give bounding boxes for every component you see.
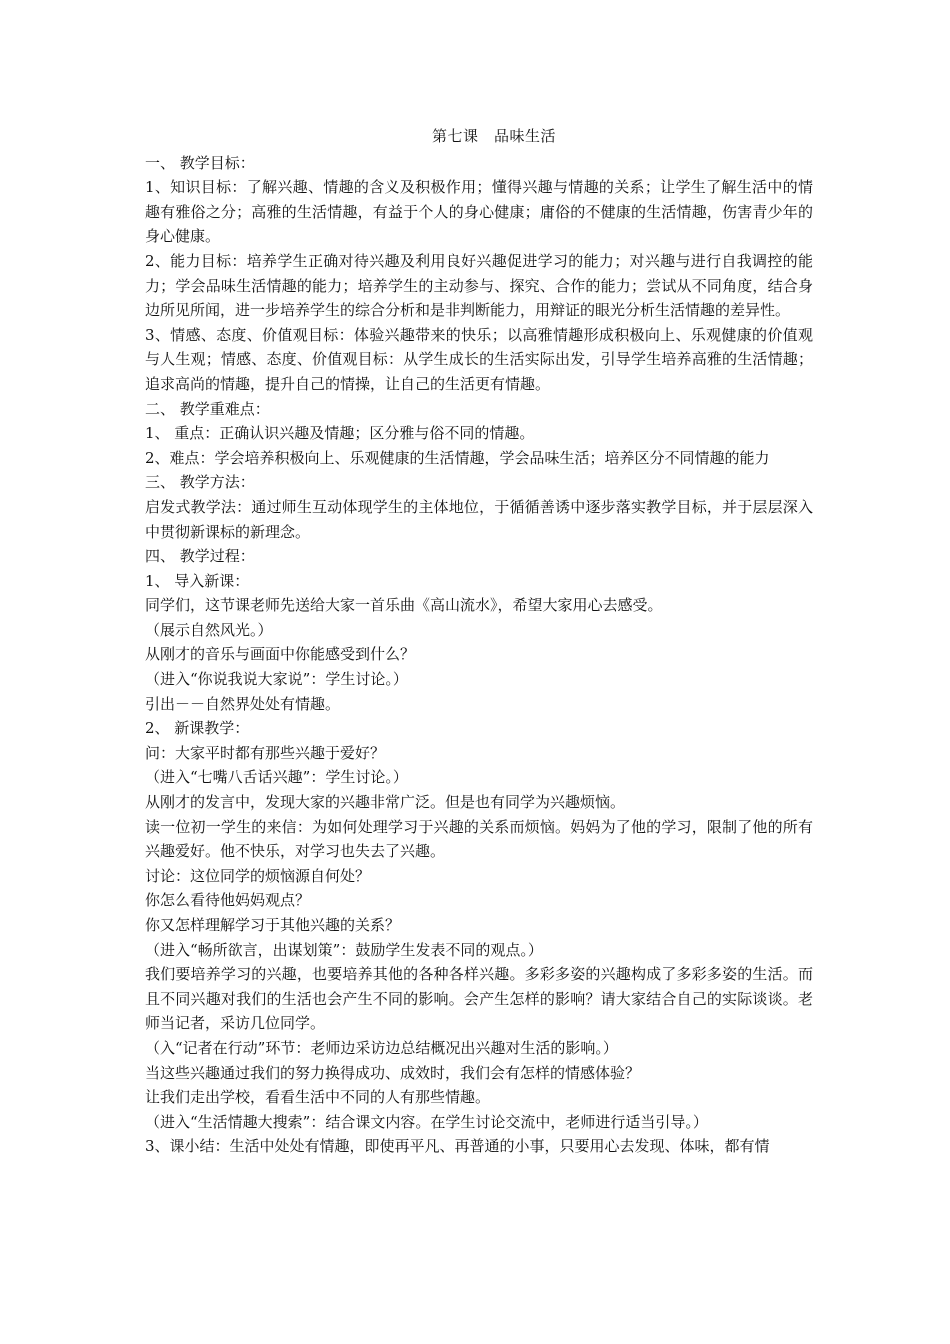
document-body: [145, 151, 813, 1159]
paragraph: 2、难点：学会培养积极向上、乐观健康的生活情趣，学会品味生活；培养区分不同情趣的能力: [145, 448, 770, 467]
paragraph: 你又怎样理解学习于其他兴趣的关系？: [145, 916, 401, 934]
paragraph: 读一位初一学生的来信：为如何处理学习于兴趣的关系而烦恼。妈妈为了他的学习，限制了他的所有兴趣爱好。他不快乐，对学习也失去了兴趣。: [145, 817, 813, 861]
paragraph: （进入“生活情趣大搜索”：结合课文内容。在学生讨论交流中，老师进行适当引导。）: [145, 1112, 708, 1131]
paragraph: 问：大家平时都有那些兴趣于爱好？: [145, 743, 386, 762]
paragraph: 让我们走出学校，看看生活中不同的人有那些情趣。: [145, 1088, 491, 1107]
paragraph: 3、情感、态度、价值观目标：体验兴趣带来的快乐；以高雅情趣形成积极向上、乐观健康的价值观与人生观；情感、态度、价值观目标：从学生成长的生活实际出发，引导学生培养高雅的生活情趣；追求高尚的情趣，提升自己的情操，让自己的生活更有情趣。: [145, 325, 813, 393]
paragraph: 启发式教学法：通过师生互动体现学生的主体地位，于循循善诱中逐步落实教学目标，并于层层深入中贯彻新课标的新理念。: [145, 497, 813, 541]
paragraph: 引出－－自然界处处有情趣。: [145, 694, 341, 713]
paragraph: 从刚才的音乐与画面中你能感受到什么？: [145, 645, 416, 664]
paragraph: 1、 重点：正确认识兴趣及情趣；区分雅与俗不同的情趣。: [145, 424, 535, 443]
paragraph: 从刚才的发言中，发现大家的兴趣非常广泛。但是也有同学为兴趣烦恼。: [145, 793, 626, 812]
paragraph: 讨论：这位同学的烦恼源自何处？: [145, 866, 371, 885]
paragraph: 四、 教学过程：: [145, 547, 255, 566]
paragraph: 一、 教学目标：: [145, 153, 255, 172]
paragraph: 2、 新课教学：: [145, 719, 250, 738]
paragraph: 1、 导入新课：: [145, 571, 250, 590]
paragraph: 三、 教学方法：: [145, 473, 255, 492]
paragraph: 1、知识目标：了解兴趣、情趣的含义及积极作用；懂得兴趣与情趣的关系；让学生了解生活中的情趣有雅俗之分；高雅的生活情趣，有益于个人的身心健康；庸俗的不健康的生活情趣，伤害青少年的身心健康。: [145, 178, 813, 246]
page-title: 第七课 品味生活: [431, 127, 556, 145]
paragraph: 我们要培养学习的兴趣，也要培养其他的各种各样兴趣。多彩多姿的兴趣构成了多彩多姿的生活。而且不同兴趣对我们的生活也会产生不同的影响。会产生怎样的影响？请大家结合自己的实际谈谈。老师当记者，采访几位同学。: [145, 965, 813, 1033]
paragraph: 2、能力目标：培养学生正确对待兴趣及利用良好兴趣促进学习的能力；对兴趣与进行自我调控的能力；学会品味生活情趣的能力；培养学生的主动参与、探究、合作的能力；尝试从不同角度，结合身边所见所闻，进一步培养学生的综合分析和是非判断能力，用辩证的眼光分析生活情趣的差异性。: [145, 251, 813, 320]
paragraph: 当这些兴趣通过我们的努力换得成功、成效时，我们会有怎样的情感体验？: [145, 1063, 641, 1082]
paragraph: 二、 教学重难点：: [145, 399, 270, 418]
paragraph: （展示自然风光。）: [145, 620, 273, 639]
paragraph: （进入“七嘴八舌话兴趣”：学生讨论。）: [145, 768, 408, 787]
paragraph: 3、课小结：生活中处处有情趣，即使再平凡、再普通的小事，只要用心去发现、体味，都有情: [145, 1137, 770, 1156]
paragraph: 你怎么看待他妈妈观点？: [145, 891, 311, 910]
paragraph: 同学们，这节课老师先送给大家一首乐曲《高山流水》，希望大家用心去感受。: [145, 596, 663, 615]
paragraph: （进入“你说我说大家说”：学生讨论。）: [145, 670, 408, 689]
paragraph: （进入“畅所欲言，出谋划策”：鼓励学生发表不同的观点。）: [145, 940, 543, 959]
document-page: [145, 124, 813, 1159]
paragraph: （入“记者在行动”环节：老师边采访边总结概况出兴趣对生活的影响。）: [145, 1038, 618, 1057]
